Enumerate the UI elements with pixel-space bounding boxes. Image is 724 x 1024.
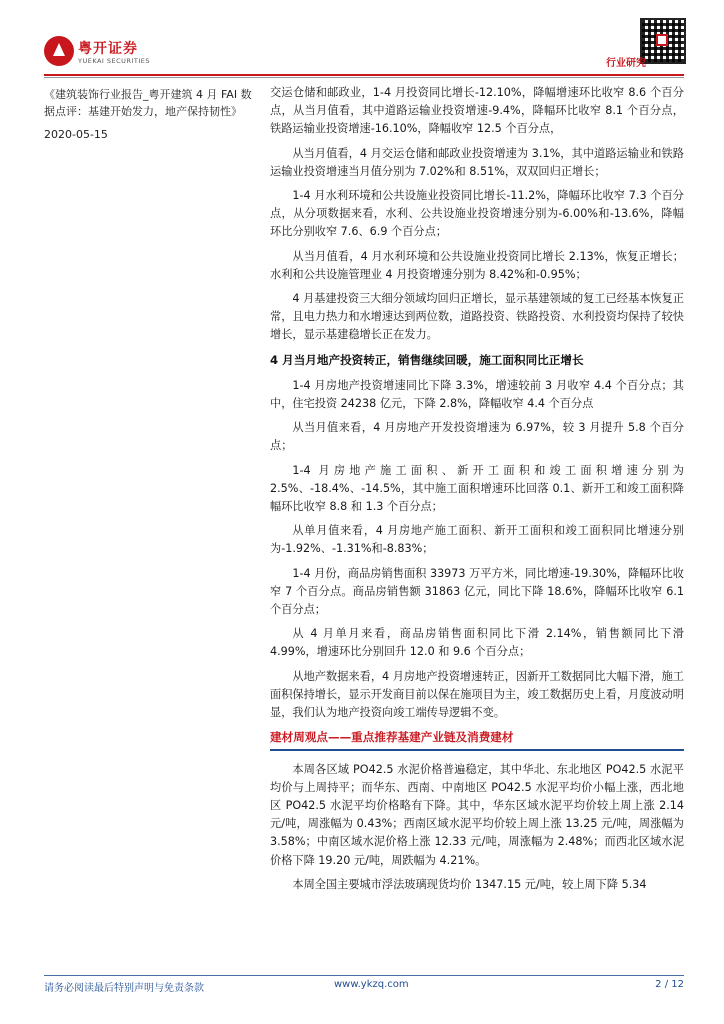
paragraph: 从当月值看，4 月交运仓储和邮政业投资增速为 3.1%，其中道路运输业和铁路运输业投资增速当月值分别为 7.02%和 8.51%，双双回归正增长； — [270, 146, 684, 178]
report-date: 2020-05-15 — [44, 128, 108, 141]
section-heading: 建材周观点——重点推荐基建产业链及消费建材 — [270, 730, 514, 745]
section-divider — [270, 749, 684, 751]
paragraph: 从 4 月单月来看，商品房销售面积同比下滑 2.14%，销售额同比下滑 4.99%，增速环比分别回升 12.0 和 9.6 个百分点； — [270, 627, 684, 659]
report-title: 《建筑装饰行业报告_粤开建筑 4 月 FAI 数据点评：基建开始发力，地产保持韧性》 — [44, 88, 252, 118]
brand-logo-icon — [44, 36, 74, 66]
header-divider-thin — [44, 77, 684, 78]
paragraph: 1-4 月份，商品房销售面积 33973 万平方米，同比增速-19.30%，降幅环比收窄 7 个百分点。商品房销售额 31863 亿元，同比下降 18.6%，降幅环比收窄 6.1 个百分点； — [270, 566, 684, 617]
paragraph: 1-4 月水利环境和公共设施业投资同比增长-11.2%，降幅环比收窄 7.3 个百分点，从分项数据来看，水利、公共设施业投资增速分别为-6.00%和-13.6%，降幅环比分别收窄 7.6、6.9 个百分点； — [270, 189, 684, 239]
brand-name-en: YUEKAI SECURITIES — [78, 57, 150, 65]
page-header — [0, 0, 724, 80]
paragraph: 交运仓储和邮政业，1-4 月投资同比增长-12.10%，降幅增速环比收窄 8.6 个百分点，从当月值看，其中道路运输业投资增速-9.4%，降幅环比收窄 8.1 个百分点，铁路运输业投资增速-16.10%，降幅收窄 12.5 个百分点， — [270, 86, 684, 136]
paragraph: 本周全国主要城市浮法玻璃现货均价 1347.15 元/吨，较上周下降 5.34 — [292, 877, 647, 891]
qr-code-icon — [640, 18, 686, 64]
paragraph: 1-4 月房地产施工面积、新开工面积和竣工面积增速分别为 2.5%、-18.4%、-14.5%，其中施工面积增速环比回落 0.1、新开工和竣工面积降幅环比收窄 8.8 和 1.3 个百分点； — [270, 463, 684, 514]
paragraph: 4 月基建投资三大细分领域均回归正增长，显示基建领域的复工已经基本恢复正常，且电力热力和水增速达到两位数，道路投资、铁路投资、水利投资均保持了较快增长，显示基建稳增长正在发力。 — [270, 292, 684, 342]
brand-name-cn: 粤开证券 — [78, 41, 138, 57]
paragraph: 本周各区域 PO42.5 水泥价格普遍稳定，其中华北、东北地区 PO42.5 水泥平均价与上周持平；而华东、西南、中南地区 PO42.5 水泥平均价小幅上涨，西北地区 PO42.5 水泥平均价格略有下降。其中，华东区域水泥平均价较上周上涨 2.14 元/吨，周涨幅为 0.43%；西南区域水泥平均价较上周上涨 13.25 元/吨，周涨幅为 3.58%；中南区域水泥价格上涨 12.33 元/吨，周涨幅为 2.48%；而西北区域水泥价格下降 19.20 元/吨，周跌幅为 4.21%。 — [270, 762, 684, 867]
footer-disclaimer: 请务必阅读最后特别声明与免责条款 — [44, 983, 204, 994]
footer-website: www.ykzq.com — [334, 979, 409, 990]
header-divider — [44, 74, 684, 76]
paragraph: 从当月值来看，4 月房地产开发投资增速为 6.97%，较 3 月提升 5.8 个百分点； — [270, 421, 684, 453]
main-content — [270, 84, 684, 900]
sidebar — [44, 86, 254, 143]
paragraph: 从单月值来看，4 月房地产施工面积、新开工面积和竣工面积同比增速分别为-1.92%、-1.31%和-8.83%； — [270, 524, 684, 556]
section-heading: 4 月当月地产投资转正，销售继续回暖，施工面积同比正增长 — [270, 352, 584, 367]
paragraph: 1-4 月房地产投资增速同比下降 3.3%，增速较前 3 月收窄 4.4 个百分点；其中，住宅投资 24238 亿元，下降 2.8%，降幅收窄 4.4 个百分点 — [270, 378, 684, 411]
page-number: 2 / 12 — [655, 979, 684, 990]
brand-logo — [44, 36, 154, 70]
paragraph: 从当月值看，4 月水利环境和公共设施业投资同比增长 2.13%，恢复正增长；水利和公共设施管理业 4 月投资增速分别为 8.42%和-0.95%； — [270, 249, 684, 281]
footer-divider — [44, 975, 684, 976]
paragraph: 从地产数据来看，4 月房地产投资增速转正，因新开工数据同比大幅下滑，施工面积保持增长，显示开发商目前以保在施项目为主，竣工数据历史上看，月度波动明显，我们认为地产投资向竣工端传导逻辑不变。 — [270, 669, 684, 720]
section-tag: 行业研究 — [606, 58, 646, 69]
